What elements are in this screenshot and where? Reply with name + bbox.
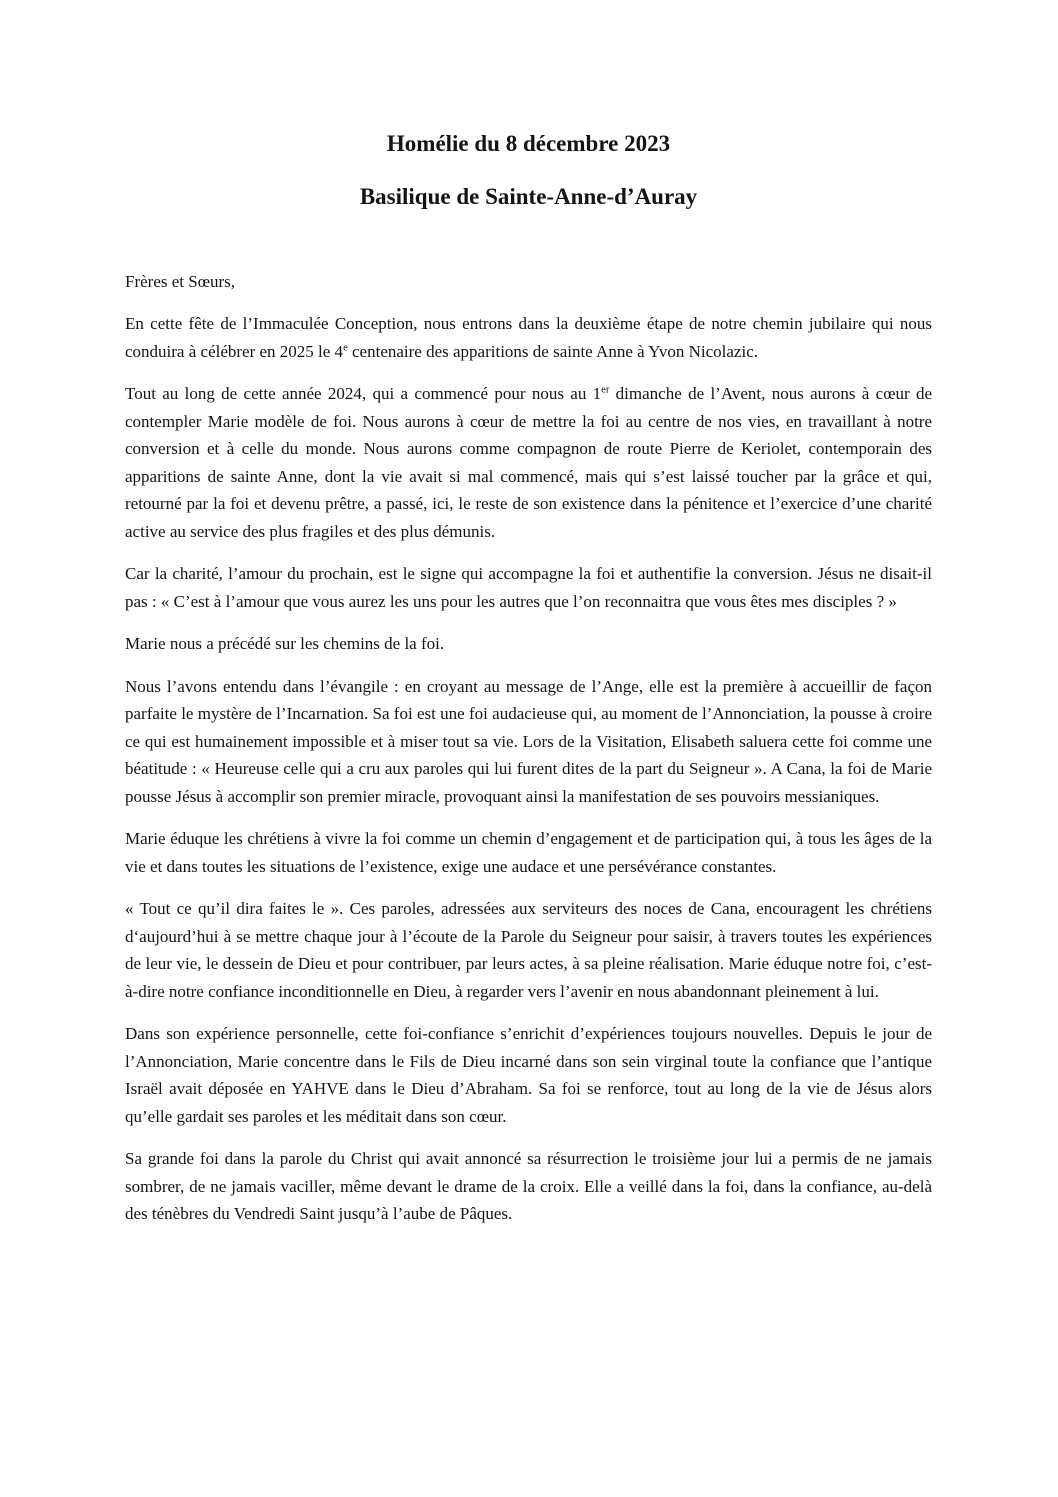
paragraph: Sa grande foi dans la parole du Christ qui avait annoncé sa résurrection le troisième jour lui a permis de ne jamais sombrer, de ne jamais vaciller, même devant le drame de la croix. Elle a veillé dans la foi, dans la confiance, au-delà des ténèbres du Vendredi Saint jusqu’à l’aube de Pâques. xyxy=(125,1149,932,1224)
paragraph: Dans son expérience personnelle, cette foi-confiance s’enrichit d’expériences toujours nouvelles. Depuis le jour de l’Annonciation, Marie concentre dans le Fils de Dieu incarné dans son sein virginal toute la confiance que l’antique Israël avait déposée en YAHVE dans le Dieu d’Abraham. Sa foi se renforce, tout au long de la vie de Jésus alors qu’elle gardait ses paroles et les méditait dans son cœur. xyxy=(125,1024,932,1126)
paragraph: Car la charité, l’amour du prochain, est le signe qui accompagne la foi et authentifie la conversion. Jésus ne disait-il pas : « C’est à l’amour que vous aurez les uns pour les autres que l’on reconnaitra que vous êtes mes disciples ? » xyxy=(125,564,932,611)
paragraph: Nous l’avons entendu dans l’évangile : en croyant au message de l’Ange, elle est la première à accueillir de façon parfaite le mystère de l’Incarnation. Sa foi est une foi audacieuse qui, au moment de l’Annonciation, la pousse à croire ce qui est humainement impossible et à miser tout sa vie. Lors de la Visitation, Elisabeth saluera cette foi comme une béatitude : « Heureuse celle qui a cru aux paroles qui lui furent dites de la part du Seigneur ». A Cana, la foi de Marie pousse Jésus à accomplir son premier miracle, provoquant ainsi la manifestation de ses pouvoirs messianiques. xyxy=(125,676,932,806)
paragraph: Marie éduque les chrétiens à vivre la foi comme un chemin d’engagement et de participation qui, à tous les âges de la vie et dans toutes les situations de l’existence, exige une audace et une persévérance constantes. xyxy=(125,829,932,876)
document-title: Homélie du 8 décembre 2023 xyxy=(386,131,671,156)
paragraph: « Tout ce qu’il dira faites le ». Ces paroles, adressées aux serviteurs des noces de Cana, encouragent les chrétiens d‘aujourd’hui à se mettre chaque jour à l’écoute de la Parole du Seigneur pour saisir, à travers toutes les expériences de leur vie, le dessein de Dieu et pour contribuer, par leurs actes, à sa pleine réalisation. Marie éduque notre foi, c’est-à-dire notre confiance inconditionnelle en Dieu, à regarder vers l’avenir en nous abandonnant pleinement à lui. xyxy=(125,899,932,1001)
paragraph: En cette fête de l’Immaculée Conception, nous entrons dans la deuxième étape de notre chemin jubilaire qui nous conduira à célébrer en 2025 le 4e centenaire des apparitions de sainte Anne à Yvon Nicolazic. xyxy=(125,314,932,361)
greeting-line: Frères et Sœurs, xyxy=(125,272,236,292)
paragraph: Marie nous a précédé sur les chemins de la foi. xyxy=(125,634,445,654)
paragraph: Tout au long de cette année 2024, qui a commencé pour nous au 1er dimanche de l’Avent, nous aurons à cœur de contempler Marie modèle de foi. Nous aurons à cœur de mettre la foi au centre de nos vies, en travaillant à notre conversion et à celle du monde. Nous aurons comme compagnon de route Pierre de Keriolet, contemporain des apparitions de sainte Anne, dont la vie avait si mal commencé, mais qui s’est laissé toucher par la grâce et qui, retourné par la foi et devenu prêtre, a passé, ici, le reste de son existence dans la pénitence et l’exercice d’une charité active au service des plus fragiles et des plus démunis. xyxy=(125,384,933,541)
document-subtitle: Basilique de Sainte-Anne-d’Auray xyxy=(359,183,698,209)
